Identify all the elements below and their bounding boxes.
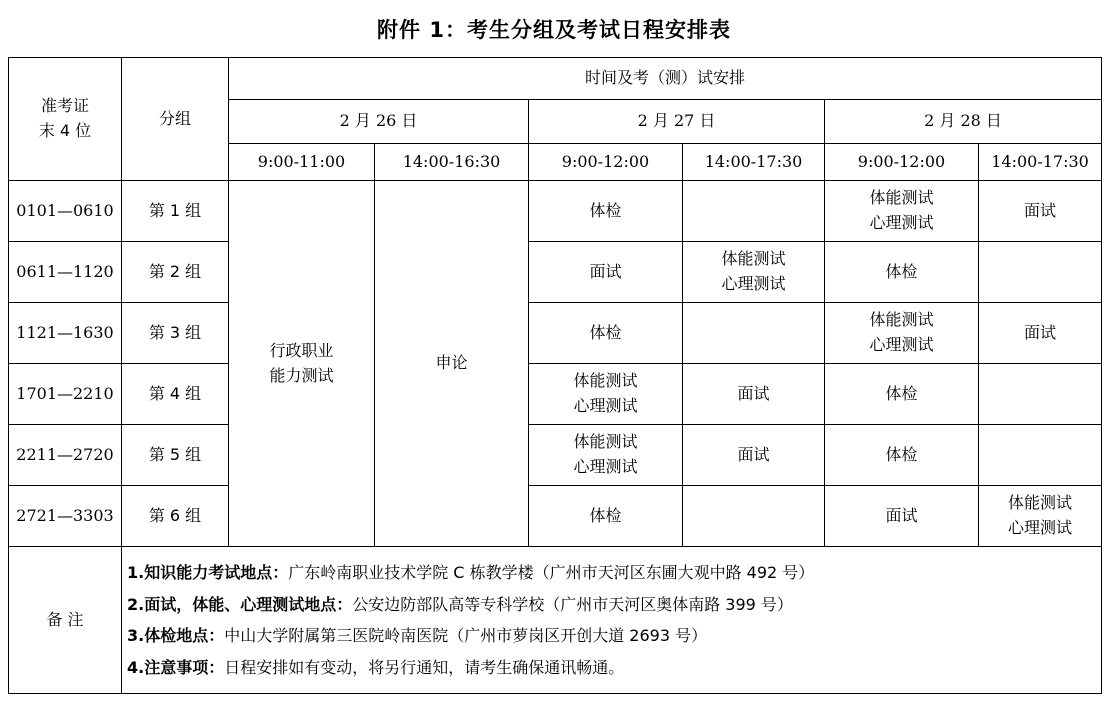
schedule-cell: [683, 425, 825, 486]
schedule-cell-line: 体能测试: [573, 371, 638, 391]
schedule-cell: [979, 242, 1102, 303]
schedule-cell-line: 体能测试: [869, 310, 934, 330]
notes-label: 备 注: [9, 547, 122, 694]
document-title: 附件 1：考生分组及考试日程安排表: [377, 18, 731, 42]
id-range-cell: 1121—1630: [9, 303, 122, 364]
schedule-cell: [979, 425, 1102, 486]
note-item-text: 广东岭南职业技术学院 C 栋教学楼（广州市天河区东圃大观中路 492 号）: [288, 563, 815, 582]
note-item: [127, 620, 1101, 652]
id-header-line1: 准考证: [40, 96, 89, 116]
schedule-cell-line: 面试: [589, 261, 622, 281]
schedule-cell-line: 心理测试: [869, 335, 934, 354]
schedule-cell: [683, 486, 825, 547]
schedule-header: 时间及考（测）试安排: [229, 58, 1102, 100]
id-range-cell: 0611—1120: [9, 242, 122, 303]
schedule-cell-line: 体检: [885, 383, 918, 403]
schedule-cell: [979, 181, 1102, 242]
schedule-cell: [979, 303, 1102, 364]
date-header-28: 2 月 28 日: [825, 100, 1102, 144]
table-row: [9, 181, 1102, 242]
schedule-cell: [979, 364, 1102, 425]
id-range-cell: 1701—2210: [9, 364, 122, 425]
time-header: 9:00-12:00: [825, 144, 979, 181]
table-row: [9, 242, 1102, 303]
note-item: [127, 652, 1101, 684]
note-item-heading: 1.知识能力考试地点：: [127, 563, 289, 582]
id-range-cell: 2721—3303: [9, 486, 122, 547]
schedule-cell: [979, 486, 1102, 547]
time-header: 9:00-11:00: [229, 144, 375, 181]
note-item-text: 中山大学附属第三医院岭南医院（广州市萝岗区开创大道 2693 号）: [224, 626, 708, 645]
note-item: [127, 557, 1101, 589]
notes-content: [122, 547, 1102, 694]
schedule-cell: [683, 364, 825, 425]
group-cell: 第 6 组: [122, 486, 229, 547]
schedule-cell-line: 面试: [1024, 200, 1057, 220]
schedule-cell-line: 面试: [737, 444, 770, 464]
group-cell: 第 4 组: [122, 364, 229, 425]
note-item-heading: 3.体检地点：: [127, 626, 225, 645]
schedule-cell: [529, 303, 683, 364]
group-cell: 第 2 组: [122, 242, 229, 303]
schedule-cell-line: 体检: [589, 322, 622, 342]
id-column-header: [9, 58, 122, 181]
note-item-text: 日程安排如有变动，将另行通知，请考生确保通讯畅通。: [224, 657, 625, 677]
time-header: 9:00-12:00: [529, 144, 683, 181]
schedule-cell: [529, 486, 683, 547]
schedule-cell-line: 体能测试: [573, 432, 638, 452]
schedule-cell: [529, 364, 683, 425]
schedule-body: [9, 181, 1102, 547]
schedule-cell-line: 体检: [589, 200, 622, 220]
time-header: 14:00-16:30: [375, 144, 529, 181]
id-range-cell: 2211—2720: [9, 425, 122, 486]
schedule-cell: [529, 425, 683, 486]
exam-cell-line: 行政职业: [269, 340, 334, 360]
schedule-cell-line: 体检: [885, 444, 918, 464]
header-row-top: [9, 58, 1102, 100]
schedule-cell-line: 体能测试: [869, 188, 934, 208]
table-row: [9, 486, 1102, 547]
schedule-table: [8, 57, 1102, 694]
exam-cell-essay: 申论: [375, 181, 529, 547]
schedule-cell: [825, 181, 979, 242]
schedule-cell-line: 面试: [885, 505, 918, 525]
table-row: [9, 303, 1102, 364]
table-row: [9, 364, 1102, 425]
schedule-cell-line: 体能测试: [1008, 493, 1073, 513]
date-header-27: 2 月 27 日: [529, 100, 825, 144]
schedule-cell-line: 体检: [589, 505, 622, 525]
group-column-header: 分组: [122, 58, 229, 181]
schedule-cell-line: 心理测试: [573, 396, 638, 415]
note-item-text: 公安边防部队高等专科学校（广州市天河区奥体南路 399 号）: [352, 594, 793, 614]
schedule-cell: [825, 242, 979, 303]
date-header-26: 2 月 26 日: [229, 100, 529, 144]
schedule-cell: [825, 486, 979, 547]
schedule-cell: [683, 303, 825, 364]
schedule-cell-line: 心理测试: [721, 274, 786, 293]
note-item-heading: 4.注意事项：: [127, 657, 225, 677]
schedule-cell: [529, 242, 683, 303]
group-cell: 第 5 组: [122, 425, 229, 486]
exam-cell-aptitude: [229, 181, 375, 547]
group-cell: 第 1 组: [122, 181, 229, 242]
schedule-cell: [683, 181, 825, 242]
schedule-cell: [825, 425, 979, 486]
notes-row: [9, 547, 1102, 694]
exam-cell-line: 能力测试: [269, 365, 334, 385]
schedule-cell: [683, 242, 825, 303]
id-range-cell: 0101—0610: [9, 181, 122, 242]
schedule-cell: [529, 181, 683, 242]
group-cell: 第 3 组: [122, 303, 229, 364]
note-item: [127, 589, 1101, 621]
id-header-line2: 末 4 位: [38, 121, 92, 140]
schedule-cell-line: 心理测试: [573, 457, 638, 476]
schedule-cell: [825, 303, 979, 364]
schedule-cell-line: 心理测试: [869, 213, 934, 232]
note-item-heading: 2.面试，体能、心理测试地点：: [127, 594, 353, 614]
schedule-cell-line: 心理测试: [1008, 518, 1073, 537]
schedule-cell: [825, 364, 979, 425]
schedule-cell-line: 面试: [1024, 322, 1057, 342]
schedule-cell-line: 面试: [737, 383, 770, 403]
time-header: 14:00-17:30: [979, 144, 1102, 181]
schedule-cell-line: 体检: [885, 261, 918, 281]
time-header: 14:00-17:30: [683, 144, 825, 181]
schedule-cell-line: 体能测试: [721, 249, 786, 269]
table-row: [9, 425, 1102, 486]
